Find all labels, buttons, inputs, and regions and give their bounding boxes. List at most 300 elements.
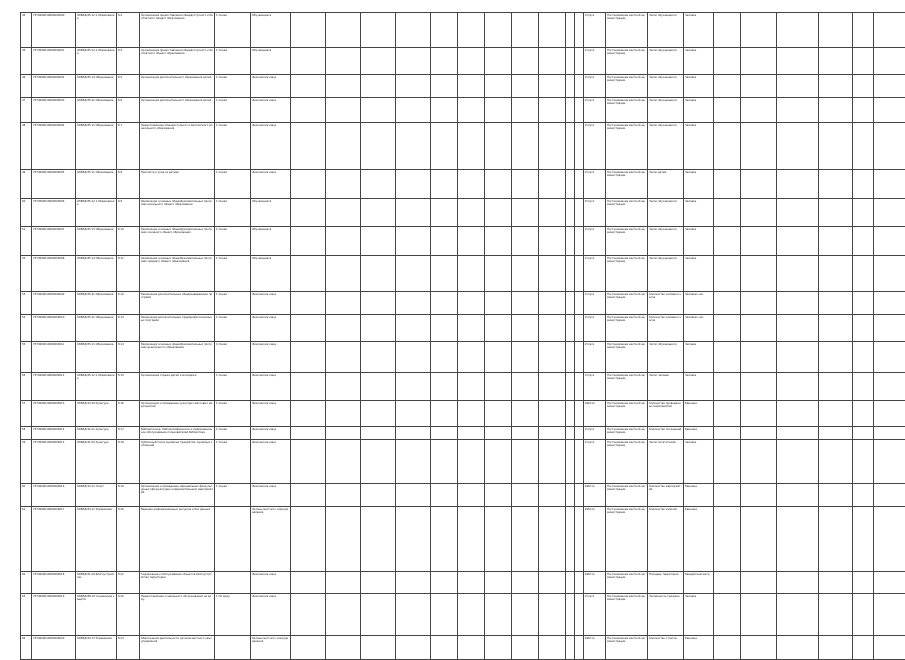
table-cell <box>396 401 431 427</box>
table-cell: Предоставление общедоступного и бесплатного дошкольного образования <box>140 123 215 170</box>
table-cell: Услуга <box>584 256 606 292</box>
table-cell <box>539 227 566 256</box>
table-cell <box>539 123 566 170</box>
table-cell: Постановление местной администрации <box>606 170 648 199</box>
table-cell: 8.8 <box>117 170 140 199</box>
table-cell: ОКВЭД 85.41 Образование <box>76 315 117 342</box>
table-cell <box>874 98 905 123</box>
table-cell: Ведение информационных ресурсов и баз данных <box>140 507 215 572</box>
table-cell <box>566 199 575 227</box>
table-cell <box>512 48 539 75</box>
table-cell: Реализация основных общеобразовательных программ дошкольного образования <box>140 342 215 373</box>
table-cell <box>431 373 458 401</box>
table-cell <box>566 170 575 199</box>
table-cell <box>714 484 741 507</box>
table-cell <box>741 401 777 427</box>
table-cell <box>714 594 741 636</box>
table-cell <box>539 256 566 292</box>
table-cell: 7570000010000000004 <box>32 123 76 170</box>
table-cell <box>512 13 539 48</box>
table-cell <box>741 227 777 256</box>
table-cell: Обучающиеся <box>251 199 291 227</box>
table-cell <box>714 315 741 342</box>
table-body <box>21 13 905 660</box>
table-cell <box>853 507 874 572</box>
table-cell: 8.11 <box>117 256 140 292</box>
table-cell <box>396 256 431 292</box>
table-cell <box>874 440 905 484</box>
table-cell <box>396 48 431 75</box>
table-cell: 7570000010000000020 <box>32 636 76 660</box>
table-cell: 7570000010000000007 <box>32 227 76 256</box>
table-cell <box>819 594 853 636</box>
table-cell: Постановление местной администрации <box>606 342 648 373</box>
table-cell <box>458 170 485 199</box>
table-cell <box>741 507 777 572</box>
table-cell <box>566 256 575 292</box>
table-cell <box>741 170 777 199</box>
table-cell: Физические лица <box>251 427 291 440</box>
table-cell: Реализация основных общеобразовательных программ основного общего образования <box>140 227 215 256</box>
table-cell <box>714 440 741 484</box>
table-cell: Физические лица <box>251 342 291 373</box>
table-cell: 62 <box>21 572 32 594</box>
table-cell <box>874 572 905 594</box>
table-cell <box>512 75 539 98</box>
table-cell <box>485 427 512 440</box>
table-cell <box>431 636 458 660</box>
table-cell <box>741 440 777 484</box>
table-cell: Организация предоставления общедоступного и бесплатного общего образования <box>140 13 215 48</box>
table-cell: 7570000010000000001 <box>32 48 76 75</box>
table-cell <box>512 427 539 440</box>
table-cell: Организация предоставления общедоступного и бесплатного общего образования <box>140 48 215 75</box>
table-cell: Услуга <box>584 427 606 440</box>
table-cell <box>291 342 326 373</box>
table-cell <box>396 123 431 170</box>
table-cell: Физические лица <box>251 315 291 342</box>
table-cell <box>326 373 361 401</box>
table-cell: Единица <box>684 401 714 427</box>
table-cell <box>431 292 458 315</box>
table-cell <box>566 292 575 315</box>
table-cell <box>819 401 853 427</box>
table-cell: Реализация основных общеобразовательных программ среднего общего образования <box>140 256 215 292</box>
table-cell: Услуга <box>584 75 606 98</box>
table-cell: Органы местного самоуправления <box>251 507 291 572</box>
table-cell: Обеспечение деятельности органов местного самоуправления <box>140 636 215 660</box>
table-cell: 1 Очная <box>215 315 251 342</box>
table-cell <box>777 98 819 123</box>
table-cell: ОКВЭД 91.01 Культура <box>76 427 117 440</box>
table-cell: Услуга <box>584 123 606 170</box>
table-row <box>21 636 905 660</box>
table-cell: 1 Очная <box>215 170 251 199</box>
table-cell: 58 <box>21 427 32 440</box>
table-cell: 8.13 <box>117 315 140 342</box>
table-cell <box>396 292 431 315</box>
table-cell <box>874 594 905 636</box>
table-cell <box>512 636 539 660</box>
table-cell <box>741 484 777 507</box>
table-cell <box>291 227 326 256</box>
table-cell: Услуга <box>584 342 606 373</box>
table-cell: Предоставление социального обслуживания на дому <box>140 594 215 636</box>
table-cell <box>741 123 777 170</box>
table-cell <box>361 440 396 484</box>
table-cell <box>215 636 251 660</box>
table-cell <box>874 256 905 292</box>
table-cell <box>431 123 458 170</box>
table-cell: Физические лица <box>251 123 291 170</box>
table-cell <box>431 427 458 440</box>
table-cell: Число обучающихся <box>648 98 684 123</box>
table-cell: ОКВЭД 85.41 Образование <box>76 292 117 315</box>
table-cell: Физические лица <box>251 373 291 401</box>
table-cell <box>291 594 326 636</box>
table-cell <box>396 75 431 98</box>
table-cell <box>819 572 853 594</box>
table-cell: 7570000010000000002 <box>32 75 76 98</box>
table-cell <box>714 48 741 75</box>
table-cell <box>777 427 819 440</box>
table-cell <box>853 401 874 427</box>
table-cell <box>777 256 819 292</box>
table-cell <box>575 507 584 572</box>
table-cell <box>575 292 584 315</box>
table-cell: Услуга <box>584 227 606 256</box>
table-cell <box>874 315 905 342</box>
table-cell <box>361 292 396 315</box>
table-cell: ОКВЭД 85.12.1 Образование <box>76 199 117 227</box>
table-cell <box>575 123 584 170</box>
table-cell <box>575 199 584 227</box>
table-cell: 7570000010000000016 <box>32 484 76 507</box>
table-cell <box>485 170 512 199</box>
table-cell: Единица <box>684 507 714 572</box>
table-cell <box>361 75 396 98</box>
table-cell <box>215 572 251 594</box>
table-cell: Работа <box>584 401 606 427</box>
table-cell: 1 На дому <box>215 594 251 636</box>
table-cell <box>819 227 853 256</box>
table-cell: Количество человеко-часов <box>648 315 684 342</box>
table-cell <box>512 256 539 292</box>
table-cell <box>539 75 566 98</box>
table-row <box>21 256 905 292</box>
table-cell <box>396 315 431 342</box>
table-cell <box>539 484 566 507</box>
table-cell: 7570000010000000003 <box>32 98 76 123</box>
table-cell <box>575 401 584 427</box>
table-cell: Реализация основных общеобразовательных программ начального общего образования <box>140 199 215 227</box>
table-cell <box>741 292 777 315</box>
table-cell: 44 <box>21 13 32 48</box>
table-cell: 46 <box>21 75 32 98</box>
table-cell <box>566 98 575 123</box>
table-cell: Физические лица <box>251 440 291 484</box>
table-cell <box>853 75 874 98</box>
table-cell <box>431 98 458 123</box>
table-cell <box>396 427 431 440</box>
table-cell: 8.18 <box>117 440 140 484</box>
table-cell: 48 <box>21 123 32 170</box>
table-cell: Число обучающихся <box>648 256 684 292</box>
table-cell <box>361 373 396 401</box>
table-cell <box>575 48 584 75</box>
table-cell <box>396 507 431 572</box>
table-cell: 8.7 <box>117 123 140 170</box>
table-cell: ОКВЭД 85.12.1 Образование <box>76 373 117 401</box>
table-cell: 7570000010000000006 <box>32 199 76 227</box>
table-row <box>21 572 905 594</box>
table-cell: Постановление местной администрации <box>606 427 648 440</box>
table-cell: Услуга <box>584 13 606 48</box>
table-cell <box>361 256 396 292</box>
table-row <box>21 98 905 123</box>
table-row <box>21 199 905 227</box>
table-cell: 8.4 <box>117 13 140 48</box>
table-cell <box>714 373 741 401</box>
table-cell: Постановление местной администрации <box>606 199 648 227</box>
table-cell <box>819 123 853 170</box>
table-cell <box>361 98 396 123</box>
table-cell: Человек <box>684 75 714 98</box>
table-cell <box>326 75 361 98</box>
table-cell: 7570000010000000000 <box>32 13 76 48</box>
table-cell <box>512 440 539 484</box>
table-cell <box>741 315 777 342</box>
table-cell <box>575 594 584 636</box>
table-cell <box>485 199 512 227</box>
table-cell <box>291 98 326 123</box>
table-row <box>21 123 905 170</box>
table-row <box>21 227 905 256</box>
table-cell: Услуга <box>584 373 606 401</box>
table-cell <box>458 440 485 484</box>
table-cell <box>566 342 575 373</box>
registry-table <box>20 12 905 660</box>
table-cell <box>458 227 485 256</box>
table-cell <box>396 227 431 256</box>
table-cell <box>819 199 853 227</box>
table-cell <box>361 48 396 75</box>
table-cell: Организация отдыха детей и молодежи <box>140 373 215 401</box>
table-cell: 45 <box>21 48 32 75</box>
table-cell <box>777 292 819 315</box>
table-cell <box>741 636 777 660</box>
table-cell <box>291 256 326 292</box>
table-cell <box>714 401 741 427</box>
table-row <box>21 484 905 507</box>
table-cell <box>714 507 741 572</box>
table-cell <box>458 594 485 636</box>
table-cell <box>431 342 458 373</box>
table-cell <box>566 507 575 572</box>
table-cell: ОКВЭД 84.13 Управление <box>76 636 117 660</box>
table-cell <box>396 636 431 660</box>
table-cell <box>431 401 458 427</box>
table-cell: Число обучающихся <box>648 123 684 170</box>
table-cell <box>512 342 539 373</box>
table-cell <box>539 636 566 660</box>
table-cell: Человек <box>684 123 714 170</box>
table-cell: Единица <box>684 427 714 440</box>
table-cell <box>575 636 584 660</box>
table-cell <box>566 484 575 507</box>
table-cell <box>485 48 512 75</box>
table-cell <box>874 484 905 507</box>
table-cell <box>326 440 361 484</box>
table-cell: Единица <box>684 636 714 660</box>
table-cell <box>874 170 905 199</box>
table-cell <box>291 401 326 427</box>
table-cell <box>539 199 566 227</box>
table-cell: Постановление местной администрации <box>606 98 648 123</box>
table-cell <box>714 427 741 440</box>
table-cell: 8.9 <box>117 199 140 227</box>
table-cell: 54 <box>21 315 32 342</box>
table-cell <box>458 572 485 594</box>
table-cell <box>291 123 326 170</box>
table-row <box>21 440 905 484</box>
table-cell <box>741 199 777 227</box>
table-cell <box>326 170 361 199</box>
table-cell <box>566 123 575 170</box>
table-cell: Содержание и обслуживание объектов благоустройства территории <box>140 572 215 594</box>
table-cell <box>819 315 853 342</box>
table-cell <box>396 373 431 401</box>
table-cell <box>458 123 485 170</box>
table-cell <box>326 292 361 315</box>
table-cell <box>291 484 326 507</box>
table-cell: Библиотечное, библиографическое и информационное обслуживание пользователей библиотеки <box>140 427 215 440</box>
table-cell <box>291 572 326 594</box>
table-cell <box>539 315 566 342</box>
table-cell: Человек <box>684 440 714 484</box>
table-cell: Организация и проведение культурно-массовых мероприятий <box>140 401 215 427</box>
table-cell <box>326 98 361 123</box>
table-cell: 60 <box>21 484 32 507</box>
table-cell: 8.12 <box>117 292 140 315</box>
table-cell: Услуга <box>584 170 606 199</box>
table-cell <box>874 13 905 48</box>
table-cell <box>539 98 566 123</box>
table-cell: 8.23 <box>117 636 140 660</box>
table-cell <box>853 13 874 48</box>
table-cell <box>485 373 512 401</box>
table-cell <box>819 342 853 373</box>
table-cell: 1 Очная <box>215 292 251 315</box>
table-cell: Физические лица <box>251 98 291 123</box>
table-cell <box>777 315 819 342</box>
table-cell: Число обучающихся <box>648 75 684 98</box>
table-cell <box>741 342 777 373</box>
table-cell <box>575 315 584 342</box>
table-cell <box>777 401 819 427</box>
table-cell <box>512 170 539 199</box>
table-cell <box>575 440 584 484</box>
table-cell <box>741 594 777 636</box>
table-cell: 64 <box>21 636 32 660</box>
table-cell <box>431 484 458 507</box>
table-cell <box>361 342 396 373</box>
table-row <box>21 315 905 342</box>
table-cell: 8.21 <box>117 572 140 594</box>
table-cell <box>361 401 396 427</box>
table-cell: Постановление местной администрации <box>606 572 648 594</box>
table-cell <box>512 484 539 507</box>
table-cell: Число детей <box>648 170 684 199</box>
table-cell: Число обучающихся <box>648 13 684 48</box>
table-cell <box>431 256 458 292</box>
table-cell <box>874 401 905 427</box>
table-cell <box>777 572 819 594</box>
table-cell: 7570000010000000011 <box>32 342 76 373</box>
table-cell: 1 Очная <box>215 48 251 75</box>
table-cell: 50 <box>21 199 32 227</box>
table-cell: Обучающиеся <box>251 48 291 75</box>
table-cell <box>777 227 819 256</box>
table-cell <box>485 123 512 170</box>
table-cell <box>326 594 361 636</box>
table-cell <box>458 199 485 227</box>
table-cell <box>458 292 485 315</box>
table-cell <box>714 123 741 170</box>
table-cell <box>566 13 575 48</box>
table-row <box>21 48 905 75</box>
table-cell <box>326 401 361 427</box>
table-cell <box>741 373 777 401</box>
table-cell <box>485 342 512 373</box>
table-cell: ОКВЭД 91.02 Культура <box>76 440 117 484</box>
table-cell <box>714 256 741 292</box>
table-cell: Постановление местной администрации <box>606 315 648 342</box>
table-cell <box>714 572 741 594</box>
table-cell: Работа <box>584 507 606 572</box>
table-cell <box>458 401 485 427</box>
table-cell <box>485 401 512 427</box>
table-cell: Количество записей <box>648 507 684 572</box>
table-cell <box>714 75 741 98</box>
table-cell <box>396 594 431 636</box>
table-cell: Человеко-час <box>684 315 714 342</box>
table-cell: Человек <box>684 170 714 199</box>
table-cell: Человеко-час <box>684 292 714 315</box>
table-cell <box>819 48 853 75</box>
table-cell: 56 <box>21 373 32 401</box>
table-cell: Услуга <box>584 440 606 484</box>
table-cell <box>326 227 361 256</box>
table-cell <box>853 170 874 199</box>
table-cell: Услуга <box>584 98 606 123</box>
table-cell: 7570000010000000015 <box>32 440 76 484</box>
table-cell: Число посетителей <box>648 440 684 484</box>
table-cell: Постановление местной администрации <box>606 123 648 170</box>
table-cell: Человек <box>684 13 714 48</box>
table-cell <box>396 199 431 227</box>
table-cell <box>714 13 741 48</box>
table-cell: 8.20 <box>117 507 140 572</box>
table-cell: Число обучающихся <box>648 227 684 256</box>
table-cell <box>512 572 539 594</box>
table-cell <box>291 199 326 227</box>
table-cell: Услуга <box>584 594 606 636</box>
table-cell <box>566 427 575 440</box>
table-cell: 1 Очная <box>215 484 251 507</box>
table-cell: 53 <box>21 292 32 315</box>
table-cell: Физические лица <box>251 292 291 315</box>
